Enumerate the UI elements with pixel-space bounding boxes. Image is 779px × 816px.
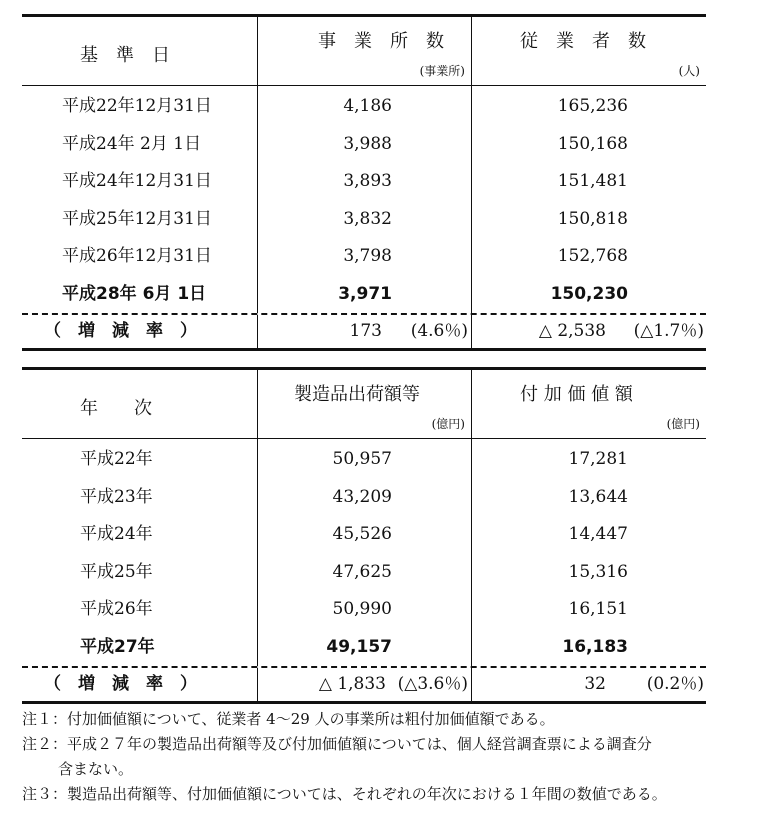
footnote: 注１：付加価値額について、従業者 4～29 人の事業所は粗付加価値額である。 bbox=[22, 710, 555, 728]
table-row bbox=[22, 88, 706, 126]
shipments-change-pct: (△3.6％) bbox=[397, 674, 468, 694]
footnote: 注３：製造品出荷額等、付加価値額については、それぞれの年次における１年間の数値である。 bbox=[22, 785, 667, 803]
establishments-change: 173 bbox=[349, 321, 382, 341]
change-rate-row bbox=[22, 668, 706, 701]
row-date: 平成22年12月31日 bbox=[62, 96, 212, 116]
header-cell-employees bbox=[472, 17, 706, 85]
row-shipments: 45,526 bbox=[332, 524, 392, 544]
row-year: 平成25年 bbox=[80, 561, 153, 582]
row-employees: 152,768 bbox=[557, 246, 628, 266]
table-header bbox=[22, 17, 706, 85]
unit-label: (事業所) bbox=[419, 64, 465, 78]
header-label-establishments: 事 業 所 数 bbox=[318, 31, 444, 52]
shipments-table bbox=[22, 367, 706, 704]
employees-change: △ 2,538 bbox=[538, 321, 606, 341]
table-row bbox=[22, 126, 706, 164]
row-employees: 150,168 bbox=[557, 133, 628, 154]
table-row-latest bbox=[22, 276, 706, 314]
row-value-added: 17,281 bbox=[568, 449, 628, 469]
row-value-added: 13,644 bbox=[568, 486, 628, 507]
row-shipments: 43,209 bbox=[332, 486, 392, 507]
employees-change-pct: (△1.7％) bbox=[633, 321, 704, 341]
row-shipments: 47,625 bbox=[332, 561, 392, 582]
row-date: 平成28年 6月 1日 bbox=[62, 283, 207, 304]
row-establishments: 3,988 bbox=[343, 133, 392, 154]
footnote: 注２：平成２７年の製造品出荷額等及び付加価値額については、個人経営調査票による調査分 bbox=[22, 735, 652, 753]
row-date: 平成25年12月31日 bbox=[62, 208, 212, 229]
row-establishments: 3,893 bbox=[343, 171, 392, 191]
row-shipments: 50,957 bbox=[332, 449, 392, 469]
table-row bbox=[22, 238, 706, 276]
row-year: 平成24年 bbox=[80, 524, 153, 544]
row-employees: 165,236 bbox=[557, 96, 628, 116]
header-label-year: 年 次 bbox=[80, 398, 152, 419]
change-rate-label: （ 増 減 率 ） bbox=[44, 321, 197, 341]
value-added-change-pct: (0.2％) bbox=[646, 674, 704, 694]
row-establishments: 3,971 bbox=[338, 283, 392, 304]
row-value-added: 14,447 bbox=[568, 524, 628, 544]
change-rate-row bbox=[22, 315, 706, 348]
header-label-shipments: 製造品出荷額等 bbox=[294, 384, 420, 405]
establishments-change-pct: (4.6％) bbox=[410, 321, 468, 341]
row-shipments: 50,990 bbox=[332, 599, 392, 619]
unit-label: (億円) bbox=[431, 417, 465, 431]
table-row bbox=[22, 591, 706, 629]
unit-label: (人) bbox=[678, 64, 700, 78]
table-row bbox=[22, 441, 706, 479]
row-year: 平成23年 bbox=[80, 486, 153, 507]
table-header bbox=[22, 370, 706, 438]
row-year: 平成26年 bbox=[80, 599, 153, 619]
row-employees: 151,481 bbox=[557, 171, 628, 191]
row-date: 平成26年12月31日 bbox=[62, 246, 212, 266]
row-value-added: 15,316 bbox=[568, 561, 628, 582]
header-cell-establishments bbox=[258, 17, 471, 85]
unit-label: (億円) bbox=[666, 417, 700, 431]
table-row bbox=[22, 516, 706, 554]
row-shipments: 49,157 bbox=[326, 636, 392, 657]
table-row-latest bbox=[22, 629, 706, 667]
value-added-change: 32 bbox=[584, 674, 606, 694]
row-value-added: 16,151 bbox=[568, 599, 628, 619]
header-cell-date bbox=[22, 17, 257, 85]
row-date: 平成24年 2月 1日 bbox=[62, 133, 202, 154]
header-cell-shipments bbox=[258, 370, 471, 438]
header-cell-year bbox=[22, 370, 257, 438]
table-row bbox=[22, 201, 706, 239]
row-establishments: 4,186 bbox=[343, 96, 392, 116]
footnote-continuation: 含まない。 bbox=[58, 760, 134, 778]
footnotes bbox=[22, 707, 779, 807]
row-year: 平成22年 bbox=[80, 449, 153, 469]
header-label-employees: 従 業 者 数 bbox=[520, 31, 646, 52]
row-establishments: 3,798 bbox=[343, 246, 392, 266]
row-value-added: 16,183 bbox=[562, 636, 628, 657]
change-rate-label: （ 増 減 率 ） bbox=[44, 674, 197, 694]
establishments-table bbox=[22, 14, 706, 351]
table-row bbox=[22, 479, 706, 517]
header-cell-value-added bbox=[472, 370, 706, 438]
row-establishments: 3,832 bbox=[343, 208, 392, 229]
shipments-change: △ 1,833 bbox=[318, 674, 386, 694]
row-date: 平成24年12月31日 bbox=[62, 171, 212, 191]
table-rule bbox=[22, 348, 706, 351]
header-label-date: 基 準 日 bbox=[80, 45, 170, 66]
table-row bbox=[22, 163, 706, 201]
row-employees: 150,230 bbox=[550, 283, 628, 304]
table-rule bbox=[22, 701, 706, 704]
table-row bbox=[22, 554, 706, 592]
header-label-value-added: 付 加 価 値 額 bbox=[520, 384, 633, 405]
row-year: 平成27年 bbox=[80, 636, 155, 657]
row-employees: 150,818 bbox=[557, 208, 628, 229]
